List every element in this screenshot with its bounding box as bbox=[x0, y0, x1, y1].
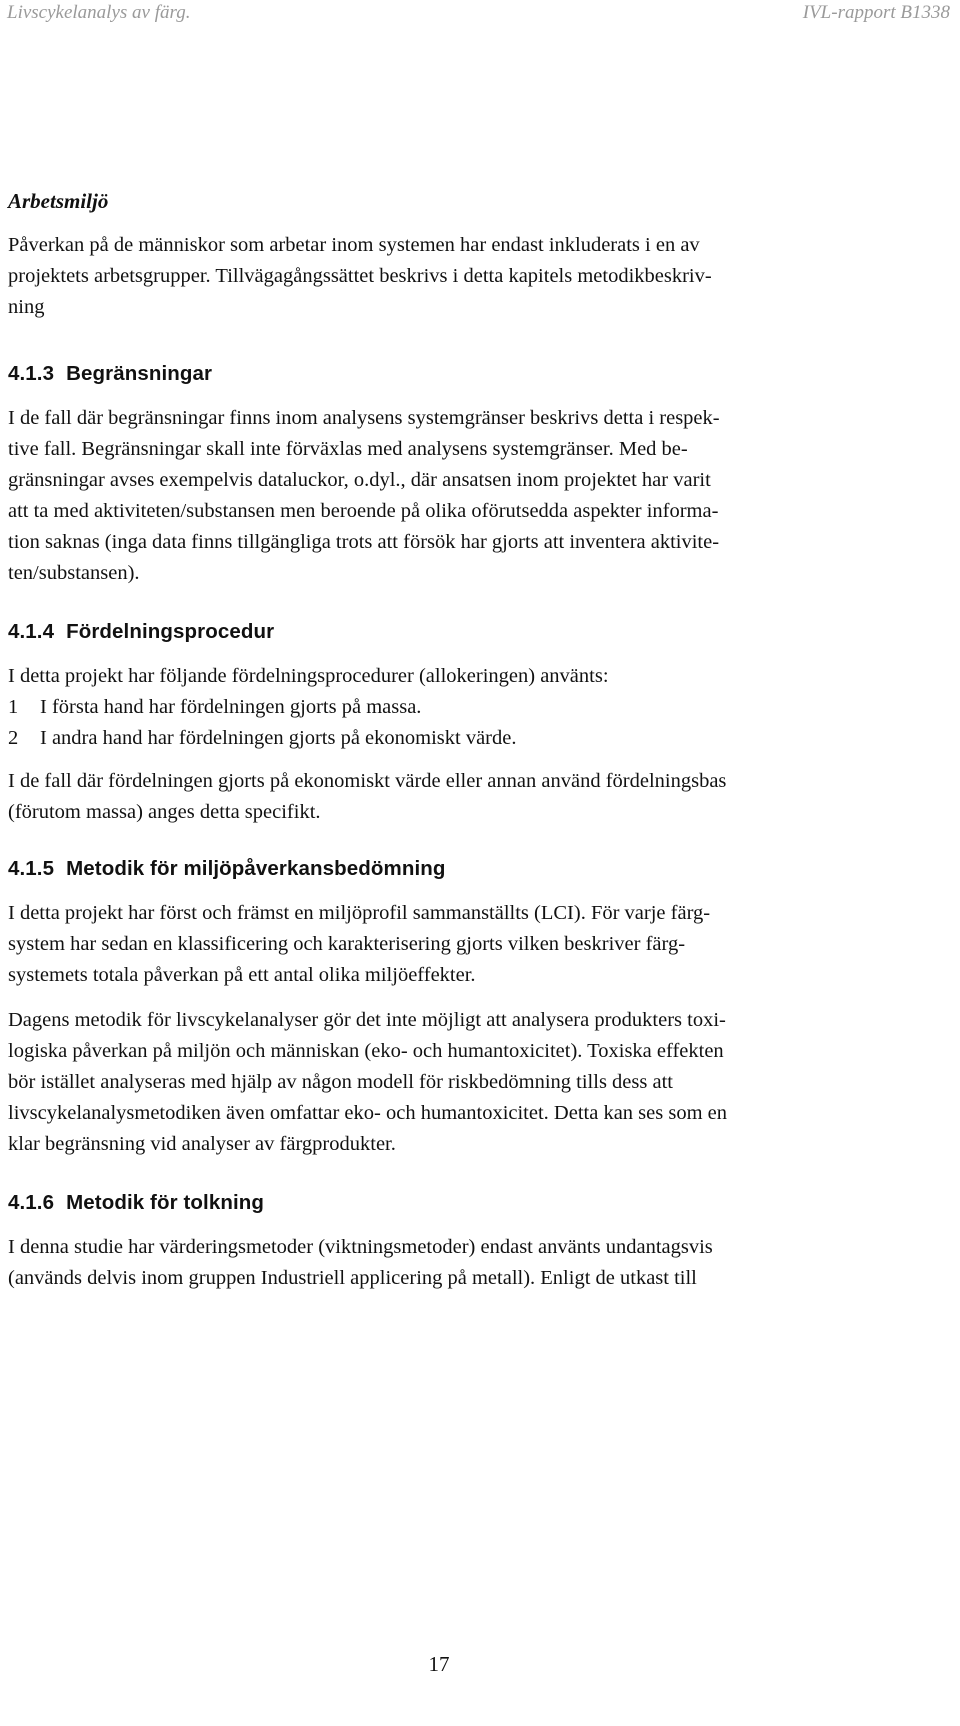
tolkning-paragraph: I denna studie har värderingsmetoder (viktningsmetoder) endast använts undantagsvis (används delvis inom gruppen Industriell applicering på metall). Enligt de utkast till bbox=[8, 1236, 713, 1289]
section-heading-4-1-5: 4.1.5 Metodik för miljöpåverkansbedömning bbox=[8, 857, 446, 880]
arbetsmiljo-heading: Arbetsmiljö bbox=[8, 189, 109, 213]
page-number: 17 bbox=[428, 1652, 450, 1676]
begransningar-paragraph: I de fall där begränsningar finns inom analysens systemgränser beskrivs detta i respek- tive fall. Begränsningar skall inte förväxlas med analysens systemgränser. Med be- gränsningar avses exempelvis dataluckor, o.dyl., där ansatsen inom projektet har varit att ta med aktiviteten/substansen men beroende på olika oförutsedda aspekter informa- tion saknas (inga data finns tillgängliga trots att försök har gjorts att inventera aktivite- ten/substansen). bbox=[8, 407, 720, 584]
page-header bbox=[0, 0, 960, 30]
miljopaverkan-paragraph-1: I detta projekt har först och främst en miljöprofil sammanställts (LCI). För varje färg- system har sedan en klassificering och karakterisering gjorts vilken beskriver färg- systemets totala påverkan på ett antal olika miljöeffekter. bbox=[8, 902, 711, 986]
header-document-title: Livscykelanalys av färg. bbox=[7, 2, 191, 23]
header-report-number: IVL-rapport B1338 bbox=[802, 2, 950, 23]
section-heading-4-1-3: 4.1.3 Begränsningar bbox=[8, 362, 213, 385]
section-heading-4-1-4: 4.1.4 Fördelningsprocedur bbox=[8, 620, 275, 643]
list-item: 2 I andra hand har fördelningen gjorts på ekonomiskt värde. bbox=[8, 727, 517, 749]
page-content bbox=[8, 186, 938, 1294]
fordelning-intro: I detta projekt har följande fördelningsprocedurer (allokeringen) använts: bbox=[8, 665, 609, 687]
fordelning-paragraph: I de fall där fördelningen gjorts på ekonomiskt värde eller annan använd fördelningsbas (förutom massa) anges detta specifikt. bbox=[8, 770, 727, 823]
arbetsmiljo-paragraph: Påverkan på de människor som arbetar inom systemen har endast inkluderats i en av projektets arbetsgrupper. Tillvägagångssättet beskrivs i detta kapitels metodikbeskriv- ning bbox=[8, 234, 712, 318]
miljopaverkan-paragraph-2: Dagens metodik för livscykelanalyser gör det inte möjligt att analysera produkters toxi- logiska påverkan på miljön och människan (eko- och humantoxicitet). Toxiska effekten bör istället analyseras med hjälp av någon modell för riskbedömning tills dess att livscykelanalysmetodiken även omfattar eko- och humantoxicitet. Detta kan ses som en klar begränsning vid analyser av färgprodukter. bbox=[8, 1009, 727, 1155]
section-heading-4-1-6: 4.1.6 Metodik för tolkning bbox=[8, 1191, 264, 1214]
list-item: 1 I första hand har fördelningen gjorts på massa. bbox=[8, 696, 422, 718]
